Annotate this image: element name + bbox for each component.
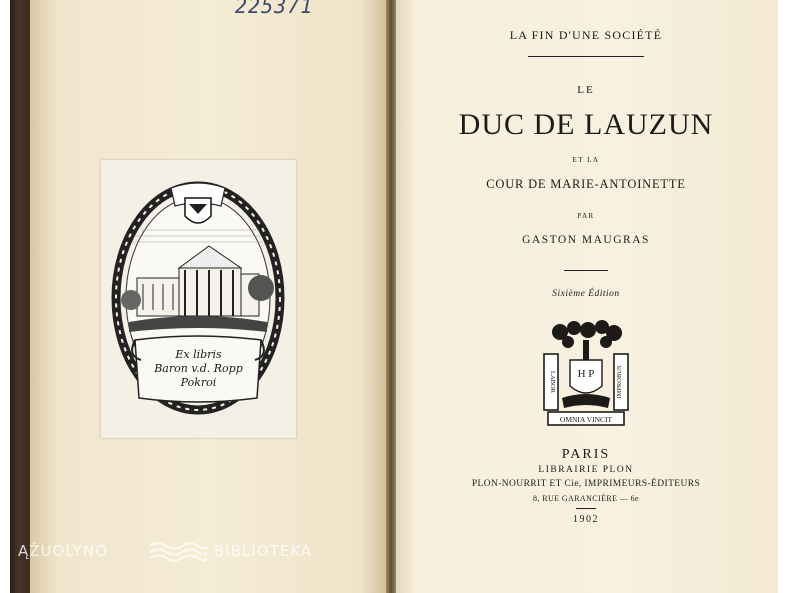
publisher-name: LIBRAIRIE PLON [538,465,634,475]
bookplate-line-2: Baron v.d. Ropp [154,362,243,375]
subtitle: COUR DE MARIE-ANTOINETTE [486,177,686,191]
divider-rule [528,56,644,57]
title-conjunction: ET LA [572,156,600,164]
author-name: GASTON MAUGRAS [522,234,650,246]
watermark-left-text: ĄŽUOLYNO [18,542,108,560]
divider-rule-tiny [576,508,596,509]
device-bottom-band: OMNIA VINCIT [559,415,613,424]
imprint-city: PARIS [561,447,611,462]
publisher-line-2: PLON-NOURRIT ET Cie, IMPRIMEURS-ÉDITEURS [471,479,701,489]
device-initials: H P [577,368,595,380]
watermark-right-text: BIBLIOTEKA [214,542,313,560]
device-left-band: LABOR [549,370,556,394]
bookplate-line-1: Ex libris [175,348,222,361]
series-title: LA FIN D'UNE SOCIÉTÉ [509,28,663,42]
bookplate-engraving [101,160,296,438]
title-article: LE [577,84,595,96]
publisher-device-icon [540,320,632,428]
by-label: PAR [577,212,595,220]
publication-year: 1902 [573,514,599,525]
divider-rule-short [564,270,608,271]
publisher-address: 8, RUE GARANCIÈRE — 6e [533,494,639,503]
device-right-band: IMPROBUS [616,365,623,399]
bookplate [101,160,296,438]
library-watermark [18,540,338,564]
main-title: DUC DE LAUZUN [458,108,714,141]
waves-logo-icon [148,540,208,564]
shelfmark-number: 225371 [235,0,314,18]
bookplate-inscription [141,348,256,390]
bookplate-line-3: Pokroi [180,376,217,389]
edition-label: Sixième Édition [552,289,620,299]
